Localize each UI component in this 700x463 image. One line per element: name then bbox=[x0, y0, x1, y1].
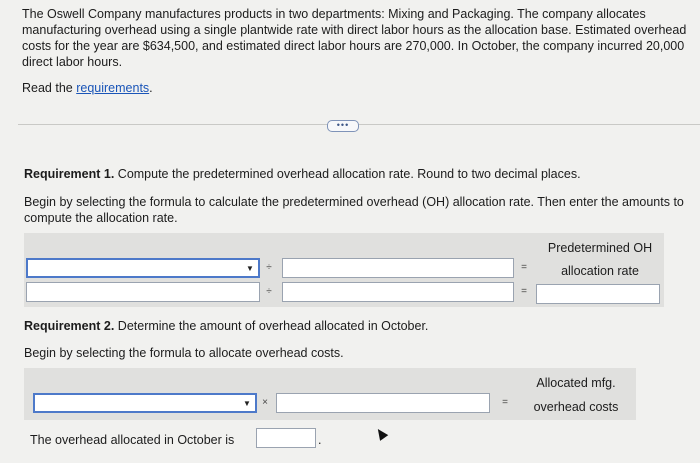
requirement-1-heading bbox=[24, 166, 684, 182]
expand-button[interactable]: ••• bbox=[327, 120, 359, 132]
req2-result-input[interactable] bbox=[256, 428, 316, 448]
req1-title: Requirement 1. bbox=[24, 167, 115, 181]
req2-result-suffix: . bbox=[318, 433, 322, 447]
req1-text: Compute the predetermined overhead allocation rate. Round to two decimal places. bbox=[114, 167, 581, 181]
req1-formula-dropdown-2[interactable] bbox=[282, 258, 514, 278]
read-suffix: . bbox=[149, 81, 153, 95]
req2-result-label: The overhead allocated in October is bbox=[30, 433, 235, 447]
req2-formula-dropdown[interactable] bbox=[33, 393, 257, 413]
req2-formula-input[interactable] bbox=[276, 393, 490, 413]
req1-header-line2: allocation rate bbox=[561, 264, 639, 278]
req2-text: Determine the amount of overhead allocated in October. bbox=[114, 319, 429, 333]
req2-title: Requirement 2. bbox=[24, 319, 115, 333]
req1-rate-result-input[interactable] bbox=[536, 284, 660, 304]
req1-instruction: Begin by selecting the formula to calculate the predetermined overhead (OH) allocation rate. Then enter the amounts to compute the allocation rate. bbox=[24, 195, 684, 225]
read-prefix: Read the bbox=[22, 81, 77, 95]
req1-divide-operator-1: ÷ bbox=[266, 262, 272, 273]
req1-amount-input-1[interactable] bbox=[26, 282, 260, 302]
chevron-down-icon: ▼ bbox=[243, 399, 251, 408]
req2-header-line2: overhead costs bbox=[533, 400, 619, 414]
req2-equals: = bbox=[502, 397, 508, 408]
mouse-cursor-icon bbox=[374, 426, 389, 441]
req2-header-line1: Allocated mfg. bbox=[536, 376, 616, 390]
req1-amount-input-2[interactable] bbox=[282, 282, 514, 302]
requirements-link[interactable]: requirements bbox=[76, 81, 150, 95]
chevron-down-icon: ▼ bbox=[246, 264, 254, 273]
problem-statement: The Oswell Company manufactures products in two departments: Mixing and Packaging. The company allocates manufacturing overhead using a single plantwide rate with direct labor hours as the allocation base. Estimated overhead costs for the year are $634,500, and estimated direct labor hours are 270,000. In October, the company incurred 20,000 direct labor hours. bbox=[22, 7, 687, 69]
section-divider bbox=[18, 124, 700, 125]
requirement-2-heading bbox=[24, 318, 684, 334]
req1-equals-1: = bbox=[521, 262, 527, 273]
req1-formula-dropdown-1[interactable] bbox=[26, 258, 260, 278]
req1-equals-2: = bbox=[521, 286, 527, 297]
req1-divide-operator-2: ÷ bbox=[266, 286, 272, 297]
req2-multiply-operator: × bbox=[262, 397, 268, 408]
read-requirements bbox=[22, 80, 153, 96]
req2-instruction: Begin by selecting the formula to allocate overhead costs. bbox=[24, 346, 344, 360]
req1-header-line1: Predetermined OH bbox=[547, 241, 653, 255]
